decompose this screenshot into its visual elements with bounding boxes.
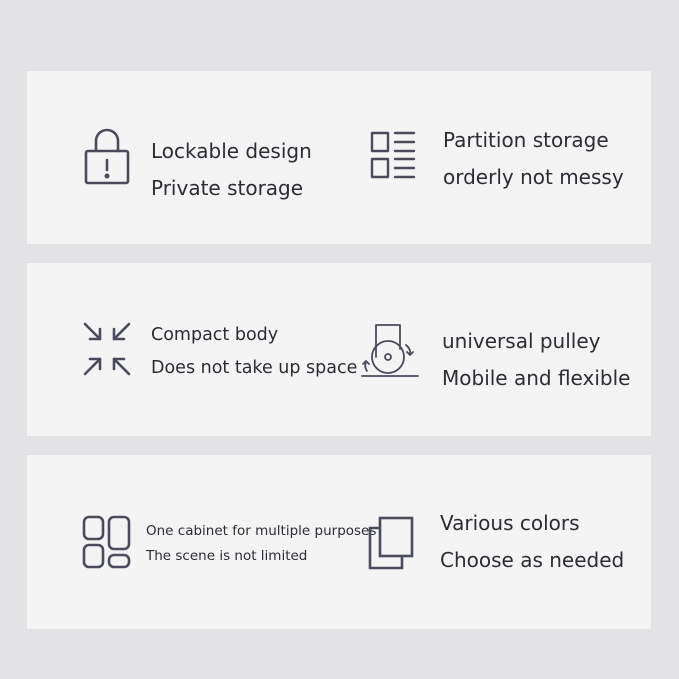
- feature-partition: [443, 122, 624, 196]
- feature-title: universal pulley: [442, 329, 601, 353]
- feature-pulley: [442, 323, 630, 397]
- feature-colors: [440, 505, 624, 579]
- feature-title: One cabinet for multiple purposes: [146, 523, 377, 539]
- compress-arrows-icon: [82, 321, 132, 377]
- feature-title: Compact body: [151, 325, 279, 345]
- feature-subtitle: Choose as needed: [440, 548, 625, 572]
- feature-card-2: [27, 263, 651, 436]
- feature-subtitle: orderly not messy: [443, 165, 624, 189]
- feature-subtitle: Does not take up space: [151, 358, 358, 378]
- feature-title: Various colors: [440, 511, 580, 535]
- feature-subtitle: Mobile and flexible: [442, 366, 631, 390]
- caster-wheel-icon: [360, 319, 422, 381]
- feature-compact: [151, 319, 357, 385]
- feature-subtitle: The scene is not limited: [146, 548, 308, 564]
- apps-grid-icon: [82, 515, 132, 571]
- feature-card-3: [27, 455, 651, 629]
- feature-card-1: [27, 71, 651, 244]
- feature-multipurpose: [146, 519, 376, 569]
- feature-title: Lockable design: [151, 139, 312, 163]
- feature-title: Partition storage: [443, 128, 609, 152]
- list-icon: [370, 129, 416, 181]
- lock-icon: [83, 127, 131, 187]
- copy-icon: [368, 516, 414, 570]
- feature-subtitle: Private storage: [151, 176, 304, 200]
- feature-lockable: [151, 133, 312, 207]
